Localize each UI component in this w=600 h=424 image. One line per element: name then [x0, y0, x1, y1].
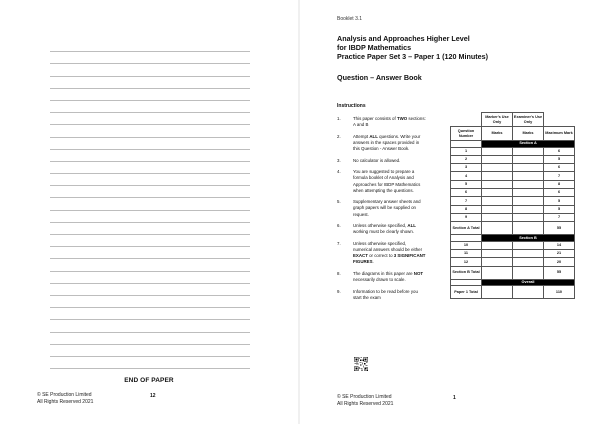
marks-cell[interactable]	[513, 205, 544, 213]
question-row	[451, 188, 575, 196]
instruction-item	[337, 241, 447, 266]
question-row	[451, 172, 575, 180]
answer-line[interactable]	[50, 320, 250, 332]
question-number: 8	[451, 205, 482, 213]
marks-cell[interactable]	[482, 249, 513, 257]
marks-cell[interactable]	[513, 155, 544, 163]
section-b-header: Section B	[482, 235, 575, 242]
marks-cell[interactable]	[482, 286, 513, 299]
question-row	[451, 249, 575, 257]
marks-cell[interactable]	[513, 197, 544, 205]
paper-total-value: 110	[544, 286, 575, 299]
marks-cell[interactable]	[513, 188, 544, 196]
rights-line: All Rights Reserved 2021	[37, 398, 94, 405]
total-row	[451, 286, 575, 299]
marks-cell[interactable]	[482, 241, 513, 249]
paper-title	[337, 34, 577, 62]
maximum-mark: 5	[544, 155, 575, 163]
marks-cell[interactable]	[482, 164, 513, 172]
instruction-number: 8.	[337, 270, 341, 276]
answer-line[interactable]	[50, 101, 250, 113]
answer-line[interactable]	[50, 333, 250, 345]
instruction-item	[337, 289, 447, 301]
marks-table	[450, 112, 575, 299]
table-header-row	[451, 113, 575, 127]
marks-cell[interactable]	[513, 213, 544, 221]
instruction-number: 1.	[337, 116, 341, 121]
instruction-text: Information to be read before you start the exam	[353, 288, 418, 300]
question-number: 12	[451, 258, 482, 266]
instruction-number: 3.	[337, 157, 341, 163]
instruction-item	[337, 169, 447, 194]
answer-line[interactable]	[50, 89, 250, 101]
question-row	[451, 258, 575, 266]
maximum-mark: 5	[544, 197, 575, 205]
instruction-item	[337, 158, 447, 164]
marks-cell[interactable]	[513, 172, 544, 180]
marks-cell[interactable]	[482, 266, 513, 279]
answer-line[interactable]	[50, 174, 250, 186]
right-page	[300, 0, 600, 424]
marks-cell[interactable]	[513, 164, 544, 172]
question-number: 7	[451, 197, 482, 205]
question-number: 6	[451, 188, 482, 196]
marks-cell[interactable]	[482, 172, 513, 180]
instruction-text: Supplementary answer sheets and graph papers will be supplied on request.	[353, 199, 421, 217]
instructions-heading: Instructions	[337, 103, 366, 109]
instructions-list	[337, 116, 447, 306]
instruction-text: The diagrams in this paper are NOT necessarily drawn to scale.	[353, 270, 424, 283]
left-page	[0, 0, 298, 424]
marks-cell[interactable]	[513, 180, 544, 188]
question-row	[451, 147, 575, 155]
marks-cell[interactable]	[513, 147, 544, 155]
qr-code-icon[interactable]	[354, 357, 368, 371]
answer-line[interactable]	[50, 186, 250, 198]
answer-line[interactable]	[50, 345, 250, 357]
title-line: Practice Paper Set 3 – Paper 1 (120 Minutes)	[337, 52, 489, 62]
instruction-item	[337, 199, 447, 218]
title-line: for IBDP Mathematics	[337, 43, 412, 53]
answer-line[interactable]	[50, 150, 250, 162]
page-number: 12	[150, 393, 156, 399]
maximum-mark: 6	[544, 147, 575, 155]
maximum-mark: 14	[544, 241, 575, 249]
section-a-total-label: Section A Total	[451, 222, 482, 235]
instruction-item	[337, 223, 447, 235]
answer-line[interactable]	[50, 235, 250, 247]
question-number-header: Question Number	[451, 127, 482, 141]
marks-cell[interactable]	[482, 188, 513, 196]
overall-header: Overall	[482, 279, 575, 286]
rights-line: All Rights Reserved 2021	[337, 400, 394, 407]
instruction-number: 9.	[337, 288, 341, 294]
instruction-item	[337, 271, 447, 283]
copyright-footer	[337, 394, 393, 407]
copyright-footer	[37, 392, 93, 405]
question-row	[451, 164, 575, 172]
end-of-paper-text: END OF PAPER	[124, 377, 174, 384]
marks-cell[interactable]	[482, 155, 513, 163]
markers-use-header: Marker's Use Only	[482, 113, 513, 127]
instruction-number: 2.	[337, 133, 341, 139]
page-number: 1	[453, 395, 456, 401]
instruction-item	[337, 116, 447, 128]
maximum-mark: 7	[544, 172, 575, 180]
answer-line[interactable]	[50, 125, 250, 137]
instruction-text: Unless otherwise specified, ALL working must be clearly shown.	[353, 223, 416, 235]
instruction-text: This paper consists of TWO sections: A and B	[353, 116, 426, 128]
copyright-line: © SE Production Limited	[37, 392, 92, 398]
paper-subtitle: Question – Answer Book	[337, 73, 422, 82]
answer-line[interactable]	[50, 308, 250, 320]
instruction-number: 5.	[337, 199, 341, 205]
section-b-total-value: 55	[544, 266, 575, 279]
answer-line[interactable]	[50, 138, 250, 150]
marks-cell[interactable]	[482, 258, 513, 266]
instruction-number: 7.	[337, 240, 341, 246]
maximum-mark: 6	[544, 188, 575, 196]
answer-line[interactable]	[50, 52, 250, 64]
question-number: 10	[451, 241, 482, 249]
booklet-label: Booklet 3.1	[337, 16, 363, 22]
marks-cell[interactable]	[482, 147, 513, 155]
instruction-text: No calculator is allowed.	[353, 157, 401, 163]
answer-line[interactable]	[50, 357, 250, 369]
section-b-rows	[451, 241, 575, 266]
answer-line[interactable]	[50, 272, 250, 284]
marks-cell[interactable]	[513, 266, 544, 279]
question-row	[451, 180, 575, 188]
table-header-row	[451, 127, 575, 141]
marks-cell[interactable]	[513, 241, 544, 249]
answer-line[interactable]	[50, 113, 250, 125]
examiners-use-header: Examiner's Use Only	[513, 113, 544, 127]
maximum-mark: 20	[544, 258, 575, 266]
maximum-mark-header: Maximum Mark	[544, 127, 575, 141]
instruction-number: 4.	[337, 169, 341, 175]
paper-total-label: Paper 1 Total	[451, 286, 482, 299]
question-row	[451, 155, 575, 163]
answer-line[interactable]	[50, 64, 250, 76]
question-number: 2	[451, 155, 482, 163]
maximum-mark: 7	[544, 213, 575, 221]
marks-cell[interactable]	[513, 286, 544, 299]
marks-cell[interactable]	[513, 258, 544, 266]
marks-cell[interactable]	[482, 205, 513, 213]
answer-line[interactable]	[50, 296, 250, 308]
instruction-text: Unless otherwise specified, numerical answers should be either EXACT or correct to 3 SIGNIFICANT FIGURES.	[353, 240, 426, 265]
instruction-item	[337, 134, 447, 153]
marks-cell[interactable]	[482, 213, 513, 221]
answer-line[interactable]	[50, 223, 250, 235]
answer-line[interactable]	[50, 40, 250, 52]
answer-line[interactable]	[50, 162, 250, 174]
copyright-line: © SE Production Limited	[337, 394, 392, 400]
answer-lines	[50, 40, 250, 369]
instruction-text: You are suggested to prepare a formula booklet of Analysis and Approaches for IBDP Mathematics when attempting the questions.	[353, 169, 421, 193]
answer-line[interactable]	[50, 211, 250, 223]
question-number: 1	[451, 147, 482, 155]
question-row	[451, 213, 575, 221]
answer-line[interactable]	[50, 198, 250, 210]
marks-cell[interactable]	[482, 222, 513, 235]
total-row	[451, 222, 575, 235]
question-number: 3	[451, 164, 482, 172]
maximum-mark: 6	[544, 164, 575, 172]
title-line: Analysis and Approaches Higher Level	[337, 34, 470, 43]
marks-cell[interactable]	[482, 180, 513, 188]
section-a-total-value: 55	[544, 222, 575, 235]
answer-line[interactable]	[50, 77, 250, 89]
question-row	[451, 205, 575, 213]
marks-cell[interactable]	[513, 249, 544, 257]
marks-header: Marks	[482, 127, 513, 141]
question-row	[451, 197, 575, 205]
marks-cell[interactable]	[482, 197, 513, 205]
instruction-number: 6.	[337, 223, 341, 229]
maximum-mark: 8	[544, 180, 575, 188]
question-number: 9	[451, 213, 482, 221]
maximum-mark: 21	[544, 249, 575, 257]
answer-line[interactable]	[50, 284, 250, 296]
question-number: 11	[451, 249, 482, 257]
maximum-mark: 5	[544, 205, 575, 213]
marks-header: Marks	[513, 127, 544, 141]
question-row	[451, 241, 575, 249]
instruction-text: Attempt ALL questions. Write your answers in the spaces provided in this Question - Answer Book.	[353, 133, 421, 152]
marks-cell[interactable]	[513, 222, 544, 235]
section-a-rows	[451, 147, 575, 222]
answer-line[interactable]	[50, 259, 250, 271]
total-row	[451, 266, 575, 279]
section-b-total-label: Section B Total	[451, 266, 482, 279]
section-a-header: Section A	[482, 141, 575, 148]
answer-line[interactable]	[50, 247, 250, 259]
question-number: 4	[451, 172, 482, 180]
question-number: 5	[451, 180, 482, 188]
